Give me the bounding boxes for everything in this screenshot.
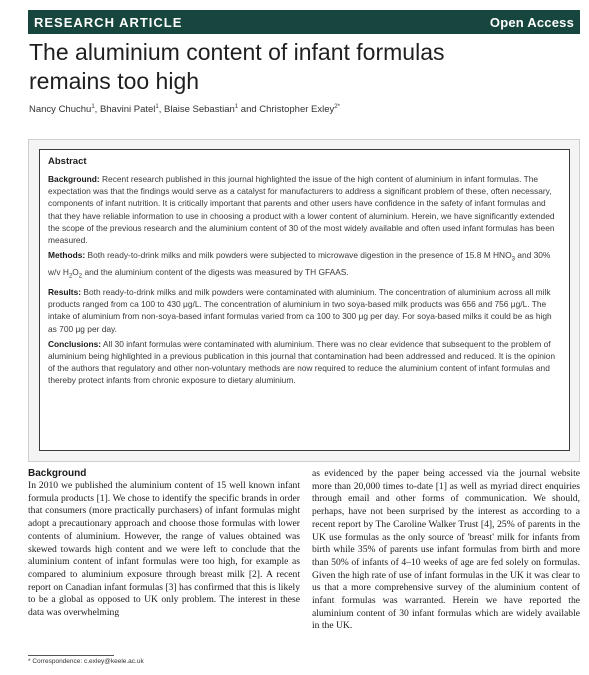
author-affiliation: 2* — [334, 104, 340, 110]
section-heading: Background — [28, 468, 87, 479]
article-type-bar — [28, 10, 580, 34]
title-line-2: remains too high — [29, 68, 200, 94]
abstract-panel — [28, 139, 580, 462]
abstract-methods-text: Both ready-to-drink milks and milk powders were subjected to microwave digestion in the presence of 15.8 M HNO — [87, 250, 512, 261]
body-paragraph: as evidenced by the paper being accessed via the journal website more than 20,000 times to-date [1] as well as myriad direct enquiries through email and other forms of communication. We should, perhaps, have not been surprised by the interest as according to a recent report by The Caroline Walker Trust [4], 25% of parents in the UK use formulas as the only source of 'breast' milk for infants from birth while 35% of parents use infant formulas from birth and more than 50% of infants of 4–10 weeks of age are fed solely on formulas. Given the high rate of use of infant formulas in the UK it was clear to us that a more comprehensive survey of the aluminium content of infant formulas was warranted. Herein we have reported the aluminium content of 30 infant formulas which are widely available in the UK. — [312, 468, 580, 632]
abstract-results-label: Results: — [48, 286, 82, 297]
author-affiliation: 1 — [91, 104, 95, 110]
author-separator: and — [238, 104, 260, 116]
author-name: Blaise Sebastian — [164, 104, 235, 116]
author-affiliation: 1 — [234, 104, 239, 110]
abstract-methods-text: O — [72, 267, 79, 278]
author-name: Bhavini Patel — [99, 104, 156, 116]
abstract-methods-text: and 30% w/v H — [48, 250, 551, 278]
abstract-methods-label: Methods: — [48, 250, 86, 261]
correspondence-footnote: * Correspondence: c.exley@keele.ac.uk — [28, 658, 144, 665]
article-title — [29, 38, 569, 96]
author-name: Nancy Chuchu — [29, 104, 92, 116]
body-columns — [28, 468, 580, 633]
author-separator: , — [94, 104, 100, 116]
abstract-conclusions-label: Conclusions: — [48, 338, 102, 349]
abstract-background-label: Background: — [48, 174, 100, 184]
article-type-label: RESEARCH ARTICLE — [34, 14, 183, 30]
footnote-divider — [28, 655, 114, 656]
title-line-1: The aluminium content of infant formulas — [29, 39, 445, 65]
author-name: Christopher Exley — [259, 104, 335, 116]
body-column-left — [28, 468, 300, 633]
abstract-heading: Abstract — [48, 156, 87, 167]
author-affiliation: 1 — [155, 104, 159, 110]
abstract-results-text: Both ready-to-drink milks and milk powders were contaminated with aluminium. The concentration of aluminium across all milk products ranged from ca 100 to 430 μg/L. The concentration of aluminium in two soya-based milk products was 656 and 756 μg/L. The intake of aluminium from non-soya-based infant formulas varied from ca 100 to 300 μg per day. For soya-based milks it could be as high as 700 μg per day. — [48, 286, 552, 334]
subscript: 3 — [511, 256, 515, 263]
abstract-methods — [48, 249, 561, 283]
body-column-right — [312, 468, 580, 633]
subscript: 2 — [78, 273, 83, 280]
abstract-frame — [39, 149, 570, 451]
abstract-background — [48, 173, 561, 246]
author-list — [29, 104, 569, 115]
abstract-background-text: Recent research published in this journal highlighted the issue of the high content of aluminium in infant formulas. The expectation was that the findings would serve as a catalyst for manufacturers to address a significant problem of these, often necessary, components of infant nutrition. It is critically important that parents and other users have confidence in the safety of infant formulas and that they have reliable information to use in choosing a product with a lower content of aluminium. Herein, we have significantly extended the scope of the previous research and the aluminium content of 30 of the most widely available and often used infant formulas has been measured. — [48, 174, 555, 246]
abstract-conclusions — [48, 338, 561, 387]
abstract-results — [48, 286, 561, 335]
subscript: 2 — [68, 273, 73, 280]
abstract-methods-text: and the aluminium content of the digests was measured by TH GFAAS. — [82, 267, 349, 278]
abstract-conclusions-text: All 30 infant formulas were contaminated with aluminium. There was no clear evidence that subsequent to the problem of aluminium being highlighted in a previous publication in this journal that contamination had been addressed and reduced. It is the opinion of the authors that regulatory and other non-voluntary methods are now required to reduce the aluminium content of infant formulas and thereby protect infants from chronic exposure to dietary aluminium. — [48, 338, 556, 386]
body-paragraph: In 2010 we published the aluminium content of 15 well known infant formula products [1]. We chose to identify the specific brands in order that consumers (more practically purchasers) of infant formulas might adopt a precautionary approach and choose those formulas with lower contents of aluminium. However, the range of values obtained was skewed towards high content and we were left to conclude that the aluminium content of infant formulas were too high, for example as compared to aluminium exposure through breast milk [2]. A recent report on Canadian infant formulas [3] has confirmed that this is likely to be a global as opposed to UK only problem. The interest in these data was overwhelming — [28, 480, 300, 619]
open-access-badge: Open Access — [489, 14, 574, 30]
author-separator: , — [158, 104, 165, 116]
